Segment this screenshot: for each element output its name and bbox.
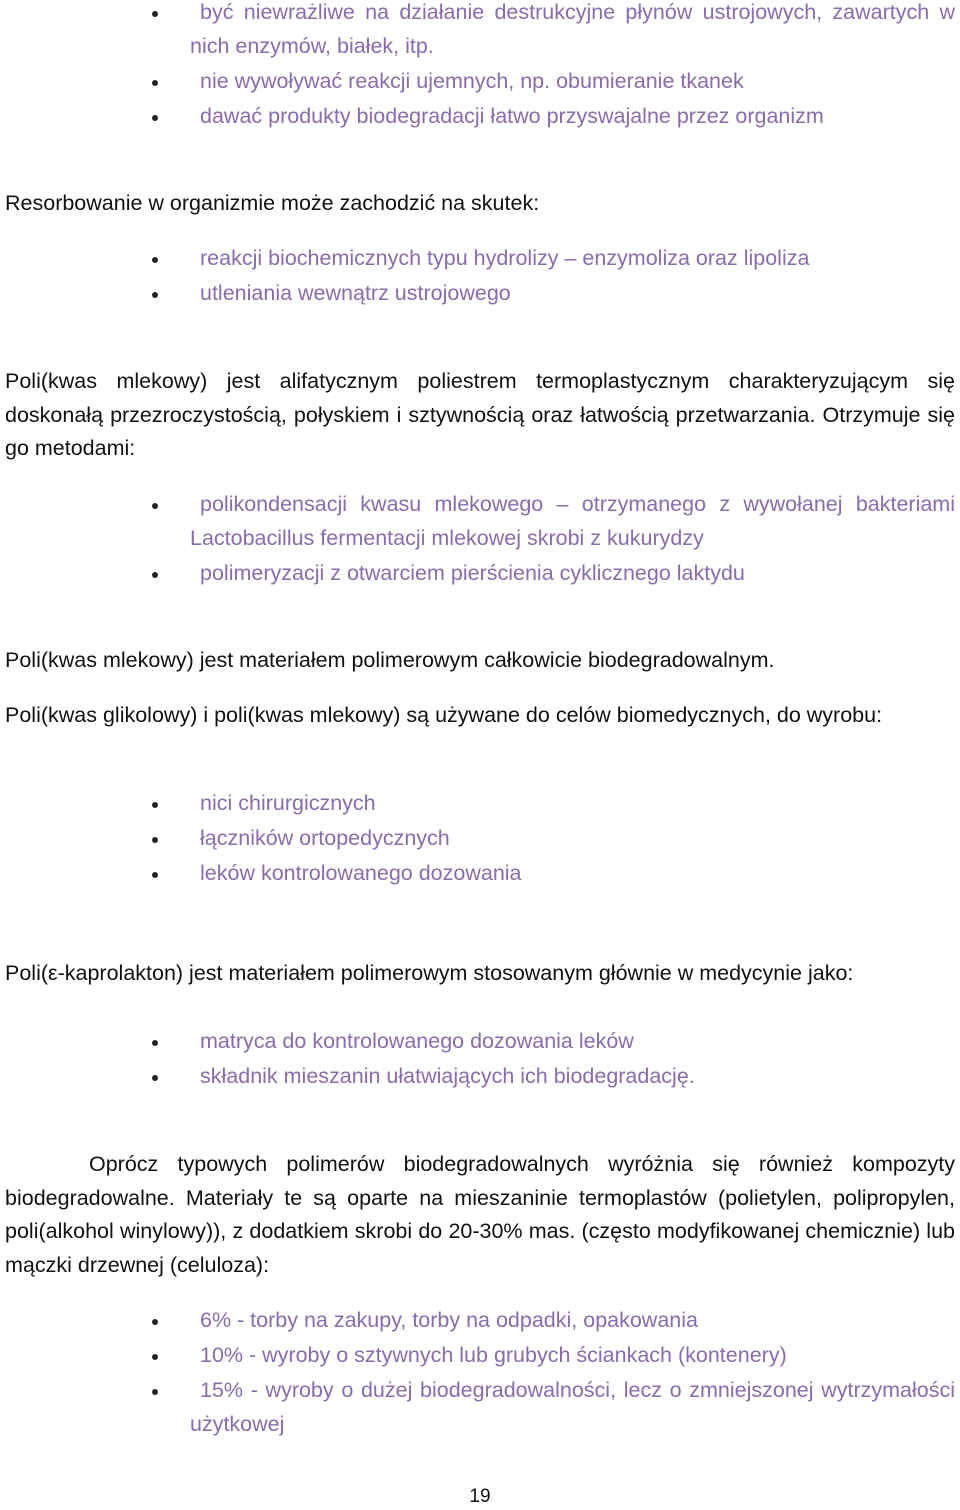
list-item: reakcji biochemicznych typu hydrolizy – enzymoliza oraz lipoliza bbox=[0, 242, 960, 276]
bullet-icon bbox=[152, 1354, 158, 1360]
list-item: utleniania wewnątrz ustrojowego bbox=[0, 277, 960, 311]
list-resorption bbox=[0, 242, 960, 312]
paragraph-composites: Oprócz typowych polimerów biodegradowalnych wyróżnia się również kompozyty biodegradowalne. Materiały te są oparte na mieszaninie termoplastów (polietylen, polipropylen, poli(alkohol winylowy)), z dodatkiem skrobi do 20-30% mas. (często modyfikowanej chemicznie) lub mączki drzewnej (celuloza): bbox=[5, 1152, 955, 1277]
list-item: składnik mieszanin ułatwiających ich biodegradację. bbox=[0, 1060, 960, 1094]
bullet-icon bbox=[152, 257, 158, 263]
bullet-icon bbox=[152, 80, 158, 86]
paragraph-pla: Poli(kwas mlekowy) jest alifatycznym poliestrem termoplastycznym charakteryzującym się doskonałą przezroczystością, połyskiem i sztywnością oraz łatwością przetwarzania. Otrzymuje się go metodami: bbox=[5, 369, 955, 460]
page-number: 19 bbox=[469, 1486, 491, 1507]
list-item: 15% - wyroby o dużej biodegradowalności, lecz o zmniejszonej wytrzymałości użytkowej bbox=[0, 1374, 960, 1441]
list-products bbox=[0, 787, 960, 892]
list-pcl-uses bbox=[0, 1025, 960, 1095]
bullet-icon bbox=[152, 1075, 158, 1081]
list-methods bbox=[0, 488, 960, 592]
paragraph-pga-pla: Poli(kwas glikolowy) i poli(kwas mlekowy) są używane do celów biomedycznych, do wyrobu: bbox=[5, 703, 883, 727]
bullet-icon bbox=[152, 837, 158, 843]
list-item: łączników ortopedycznych bbox=[0, 822, 960, 856]
list-item: 10% - wyroby o sztywnych lub grubych ściankach (kontenery) bbox=[0, 1339, 960, 1373]
bullet-icon bbox=[152, 1389, 158, 1395]
paragraph-pla-biodegradable: Poli(kwas mlekowy) jest materiałem polimerowym całkowicie biodegradowalnym. bbox=[5, 648, 775, 672]
list-item: leków kontrolowanego dozowania bbox=[0, 857, 960, 891]
bullet-icon bbox=[152, 11, 158, 17]
bullet-icon bbox=[152, 1040, 158, 1046]
list-item: dawać produkty biodegradacji łatwo przyswajalne przez organizm bbox=[0, 100, 960, 134]
bullet-icon bbox=[152, 292, 158, 298]
list-composites bbox=[0, 1304, 960, 1443]
list-item: polikondensacji kwasu mlekowego – otrzymanego z wywołanej bakteriami Lactobacillus fermentacji mlekowej skrobi z kukurydzy bbox=[0, 488, 960, 555]
list-item: być niewrażliwe na działanie destrukcyjne płynów ustrojowych, zawartych w nich enzymów, białek, itp. bbox=[0, 0, 960, 63]
paragraph-resorption: Resorbowanie w organizmie może zachodzić na skutek: bbox=[5, 191, 540, 215]
bullet-icon bbox=[152, 115, 158, 121]
list-item: nici chirurgicznych bbox=[0, 787, 960, 821]
list-item: 6% - torby na zakupy, torby na odpadki, opakowania bbox=[0, 1304, 960, 1338]
list-item: matryca do kontrolowanego dozowania leków bbox=[0, 1025, 960, 1059]
bullet-icon bbox=[152, 503, 158, 509]
list-item: polimeryzacji z otwarciem pierścienia cyklicznego laktydu bbox=[0, 557, 960, 591]
bullet-icon bbox=[152, 572, 158, 578]
list-requirements bbox=[0, 0, 960, 135]
bullet-icon bbox=[152, 1319, 158, 1325]
bullet-icon bbox=[152, 872, 158, 878]
paragraph-pcl: Poli(ε-kaprolakton) jest materiałem polimerowym stosowanym głównie w medycynie jako: bbox=[5, 961, 854, 985]
bullet-icon bbox=[152, 802, 158, 808]
list-item: nie wywoływać reakcji ujemnych, np. obumieranie tkanek bbox=[0, 65, 960, 99]
